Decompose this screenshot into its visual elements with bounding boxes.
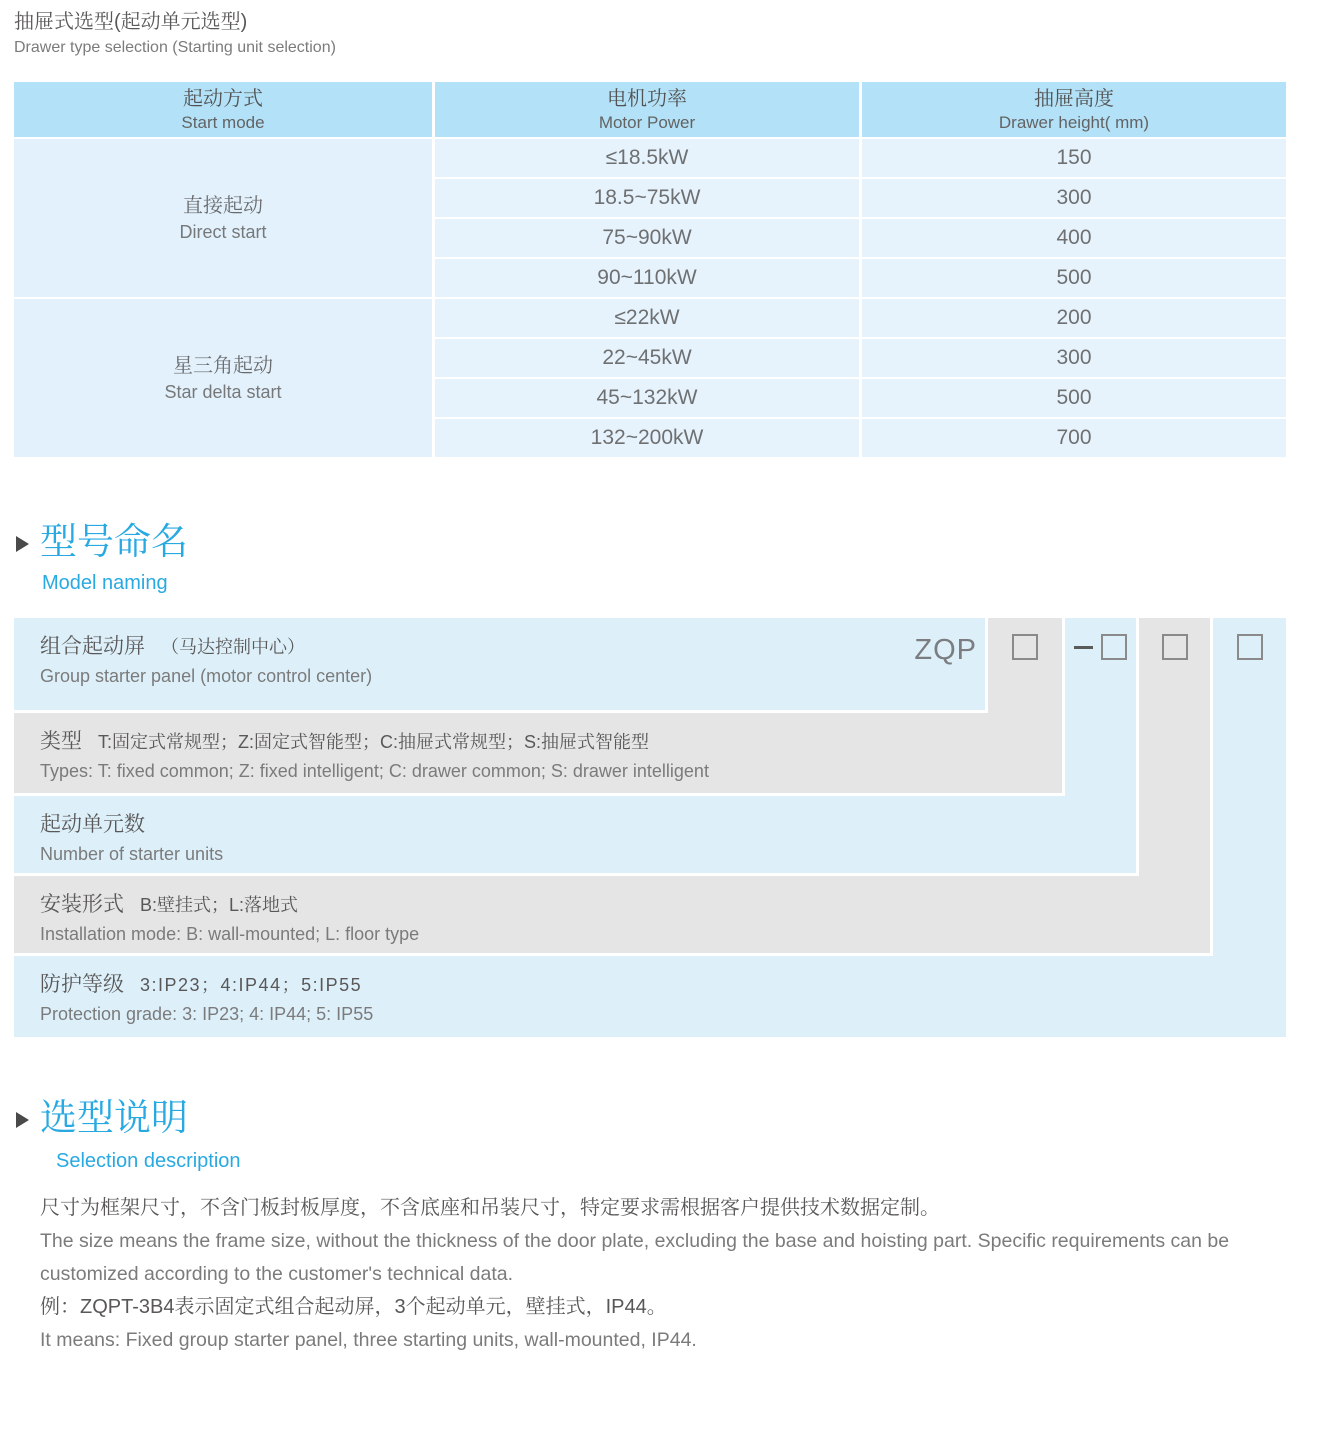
header-zh: 抽屉高度 — [1034, 87, 1114, 110]
naming-row-protection-grade — [14, 956, 1286, 1037]
group-zh: 星三角起动 — [173, 355, 273, 377]
section-arrow-icon — [16, 536, 29, 552]
power-cell: 18.5~75kW — [435, 179, 859, 217]
row-zh-sub: T:固定式常规型；Z:固定式智能型；C:抽屉式常规型；S:抽屉式智能型 — [98, 732, 650, 752]
power-cell: 45~132kW — [435, 379, 859, 417]
header-zh: 电机功率 — [607, 87, 687, 110]
row-zh: 防护等级 — [40, 973, 124, 996]
header-zh: 起动方式 — [183, 87, 263, 110]
code-box-icon — [1012, 634, 1038, 660]
power-cell: ≤22kW — [435, 299, 859, 337]
row-zh: 安装形式 — [40, 893, 124, 916]
model-naming-section-header — [16, 520, 188, 596]
drawer-selection-table — [14, 82, 1286, 457]
group-cell-direct-start — [14, 139, 432, 297]
height-cell: 150 — [862, 139, 1286, 177]
naming-row-types — [14, 713, 1062, 793]
paragraph-zh: 尺寸为框架尺寸，不含门板封板厚度，不含底座和吊装尺寸，特定要求需根据客户提供技术数据定制。 — [40, 1197, 940, 1219]
code-box-icon — [1162, 634, 1188, 660]
table-header-drawer-height — [862, 82, 1286, 137]
height-cell: 700 — [862, 419, 1286, 457]
height-cell: 300 — [862, 339, 1286, 377]
height-cell: 500 — [862, 379, 1286, 417]
row-zh-sub: B:壁挂式；L:落地式 — [140, 895, 299, 915]
power-cell: 132~200kW — [435, 419, 859, 457]
page-title-en: Drawer type selection (Starting unit selection) — [14, 39, 336, 56]
row-en: Types: T: fixed common; Z: fixed intelligent; C: drawer common; S: drawer intelligent — [40, 761, 709, 781]
header-en: Drawer height( mm) — [998, 112, 1150, 132]
model-naming-diagram — [14, 618, 1286, 1037]
row-zh: 组合起动屏 — [40, 635, 145, 658]
row-zh: 类型 — [40, 730, 82, 753]
row-en: Group starter panel (motor control center) — [40, 666, 373, 686]
selection-title-zh: 选型说明 — [40, 1097, 188, 1138]
row-en: Number of starter units — [40, 844, 224, 864]
dash-icon — [1074, 646, 1093, 649]
height-cell: 500 — [862, 259, 1286, 297]
group-en: Direct start — [179, 222, 267, 242]
height-cell: 200 — [862, 299, 1286, 337]
code-box-icon — [1237, 634, 1263, 660]
row-zh: 起动单元数 — [40, 813, 145, 836]
naming-row-starter-units — [14, 796, 1136, 873]
page-title — [14, 8, 336, 60]
model-naming-title-zh: 型号命名 — [40, 521, 188, 562]
header-en: Motor Power — [598, 112, 696, 132]
model-naming-title-en: Model naming — [42, 572, 168, 594]
power-cell: 90~110kW — [435, 259, 859, 297]
page-title-zh: 抽屉式选型(起动单元选型) — [14, 11, 248, 33]
height-cell: 400 — [862, 219, 1286, 257]
section-arrow-icon — [16, 1112, 29, 1128]
group-en: Star delta start — [164, 382, 282, 402]
selection-title-en: Selection description — [56, 1150, 241, 1172]
paragraph-zh: 例：ZQPT-3B4表示固定式组合起动屏，3个起动单元，壁挂式，IP44。 — [40, 1296, 667, 1318]
selection-description-text — [40, 1192, 1292, 1357]
header-en: Start mode — [181, 112, 265, 132]
model-code: ZQP — [914, 634, 977, 666]
height-cell: 300 — [862, 179, 1286, 217]
power-cell: ≤18.5kW — [435, 139, 859, 177]
paragraph-en: The size means the frame size, without the thickness of the door plate, excluding the base and hoisting part. Specific requirements can be customized according to the customer's technical data. — [40, 1230, 1230, 1285]
row-zh-sub: （马达控制中心） — [161, 637, 305, 657]
naming-row-group-starter-panel — [14, 618, 985, 710]
table-header-start-mode — [14, 82, 432, 137]
table-header-motor-power — [435, 82, 859, 137]
paragraph-en: It means: Fixed group starter panel, three starting units, wall-mounted, IP44. — [40, 1329, 697, 1351]
selection-description-section-header — [16, 1096, 241, 1174]
naming-row-installation-mode — [14, 876, 1210, 953]
row-en: Installation mode: B: wall-mounted; L: floor type — [40, 924, 420, 944]
power-cell: 22~45kW — [435, 339, 859, 377]
power-cell: 75~90kW — [435, 219, 859, 257]
group-cell-star-delta-start — [14, 299, 432, 457]
code-box-icon — [1101, 634, 1127, 660]
row-en: Protection grade: 3: IP23; 4: IP44; 5: IP55 — [40, 1004, 374, 1024]
row-zh-sub: 3:IP23；4:IP44；5:IP55 — [140, 975, 363, 995]
group-zh: 直接起动 — [183, 195, 263, 217]
